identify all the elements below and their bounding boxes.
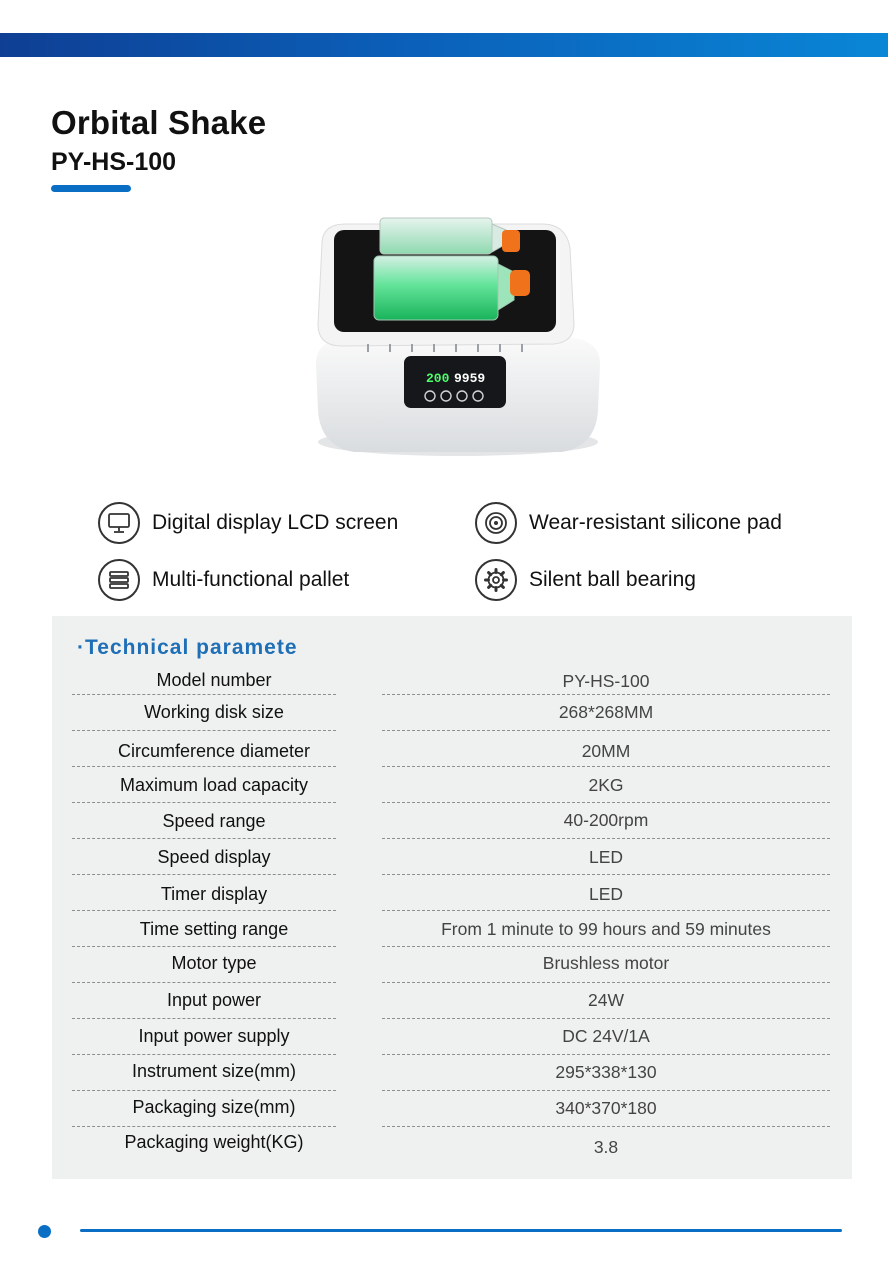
gear-icon — [475, 559, 517, 601]
spec-value: 24W — [588, 990, 624, 1010]
spec-label: Input power supply — [138, 1026, 290, 1046]
speed-readout: 200 — [426, 371, 450, 386]
row-divider — [382, 1054, 830, 1055]
spec-label: Working disk size — [144, 702, 284, 722]
row-divider — [72, 1126, 336, 1127]
row-divider — [382, 838, 830, 839]
technical-parameters-panel — [52, 616, 852, 1179]
footer-dot — [38, 1225, 51, 1238]
monitor-icon — [98, 502, 140, 544]
row-divider — [382, 766, 830, 767]
spec-label: Speed display — [157, 847, 271, 867]
row-divider — [72, 982, 336, 983]
model-subtitle: PY-HS-100 — [51, 148, 177, 176]
row-divider — [382, 730, 830, 731]
spec-value: 268*268MM — [558, 702, 654, 722]
spec-value: 2KG — [588, 775, 624, 795]
row-divider — [72, 946, 336, 947]
spec-label: Model number — [156, 670, 272, 690]
spec-value: From 1 minute to 99 hours and 59 minutes — [441, 919, 771, 939]
title-underline — [51, 185, 131, 192]
spec-value: 40-200rpm — [563, 810, 649, 830]
row-divider — [382, 946, 830, 947]
row-divider — [72, 874, 336, 875]
spec-label: Timer display — [160, 884, 268, 904]
row-divider — [382, 694, 830, 695]
spec-value: LED — [588, 847, 624, 867]
spec-value: Brushless motor — [542, 953, 670, 973]
spec-label: Packaging weight(KG) — [124, 1132, 304, 1152]
spec-label: Circumference diameter — [117, 741, 311, 761]
row-divider — [72, 1018, 336, 1019]
spec-value: 3.8 — [593, 1137, 619, 1157]
top-banner-bar — [0, 33, 888, 57]
feature-lcd-screen — [98, 502, 398, 544]
silicone-pad-icon — [475, 502, 517, 544]
spec-label: Maximum load capacity — [119, 775, 309, 795]
feature-label: Silent ball bearing — [529, 568, 696, 591]
feature-label: Multi-functional pallet — [152, 568, 350, 591]
spec-value: 340*370*180 — [555, 1098, 657, 1118]
spec-label: Packaging size(mm) — [132, 1097, 296, 1117]
row-divider — [72, 730, 336, 731]
feature-label: Digital display LCD screen — [152, 511, 399, 534]
product-image — [312, 214, 604, 464]
spec-value: 295*338*130 — [555, 1062, 657, 1082]
row-divider — [382, 874, 830, 875]
feature-silicone-pad — [475, 502, 782, 544]
row-divider — [382, 1090, 830, 1091]
row-divider — [382, 1018, 830, 1019]
spec-value: 20MM — [581, 741, 631, 761]
spec-heading: ·Technical paramete — [77, 636, 298, 659]
spec-label: Motor type — [171, 953, 257, 973]
feature-label: Wear-resistant silicone pad — [529, 511, 782, 534]
feature-pallet — [98, 559, 349, 601]
pallet-icon — [98, 559, 140, 601]
spec-label: Input power — [166, 990, 262, 1010]
spec-value: LED — [588, 884, 624, 904]
row-divider — [382, 802, 830, 803]
row-divider — [72, 766, 336, 767]
footer-line — [80, 1229, 842, 1232]
feature-ball-bearing — [475, 559, 696, 601]
spec-value: PY-HS-100 — [562, 671, 650, 691]
row-divider — [72, 802, 336, 803]
row-divider — [72, 1054, 336, 1055]
spec-label: Time setting range — [139, 919, 289, 939]
spec-label: Instrument size(mm) — [131, 1061, 297, 1081]
row-divider — [72, 838, 336, 839]
page-title: Orbital Shake — [51, 104, 267, 141]
row-divider — [382, 910, 830, 911]
row-divider — [72, 910, 336, 911]
spec-value: DC 24V/1A — [562, 1026, 650, 1046]
spec-label: Speed range — [162, 811, 266, 831]
row-divider — [72, 694, 336, 695]
time-readout: 9959 — [454, 371, 486, 386]
row-divider — [382, 1126, 830, 1127]
row-divider — [72, 1090, 336, 1091]
row-divider — [382, 982, 830, 983]
